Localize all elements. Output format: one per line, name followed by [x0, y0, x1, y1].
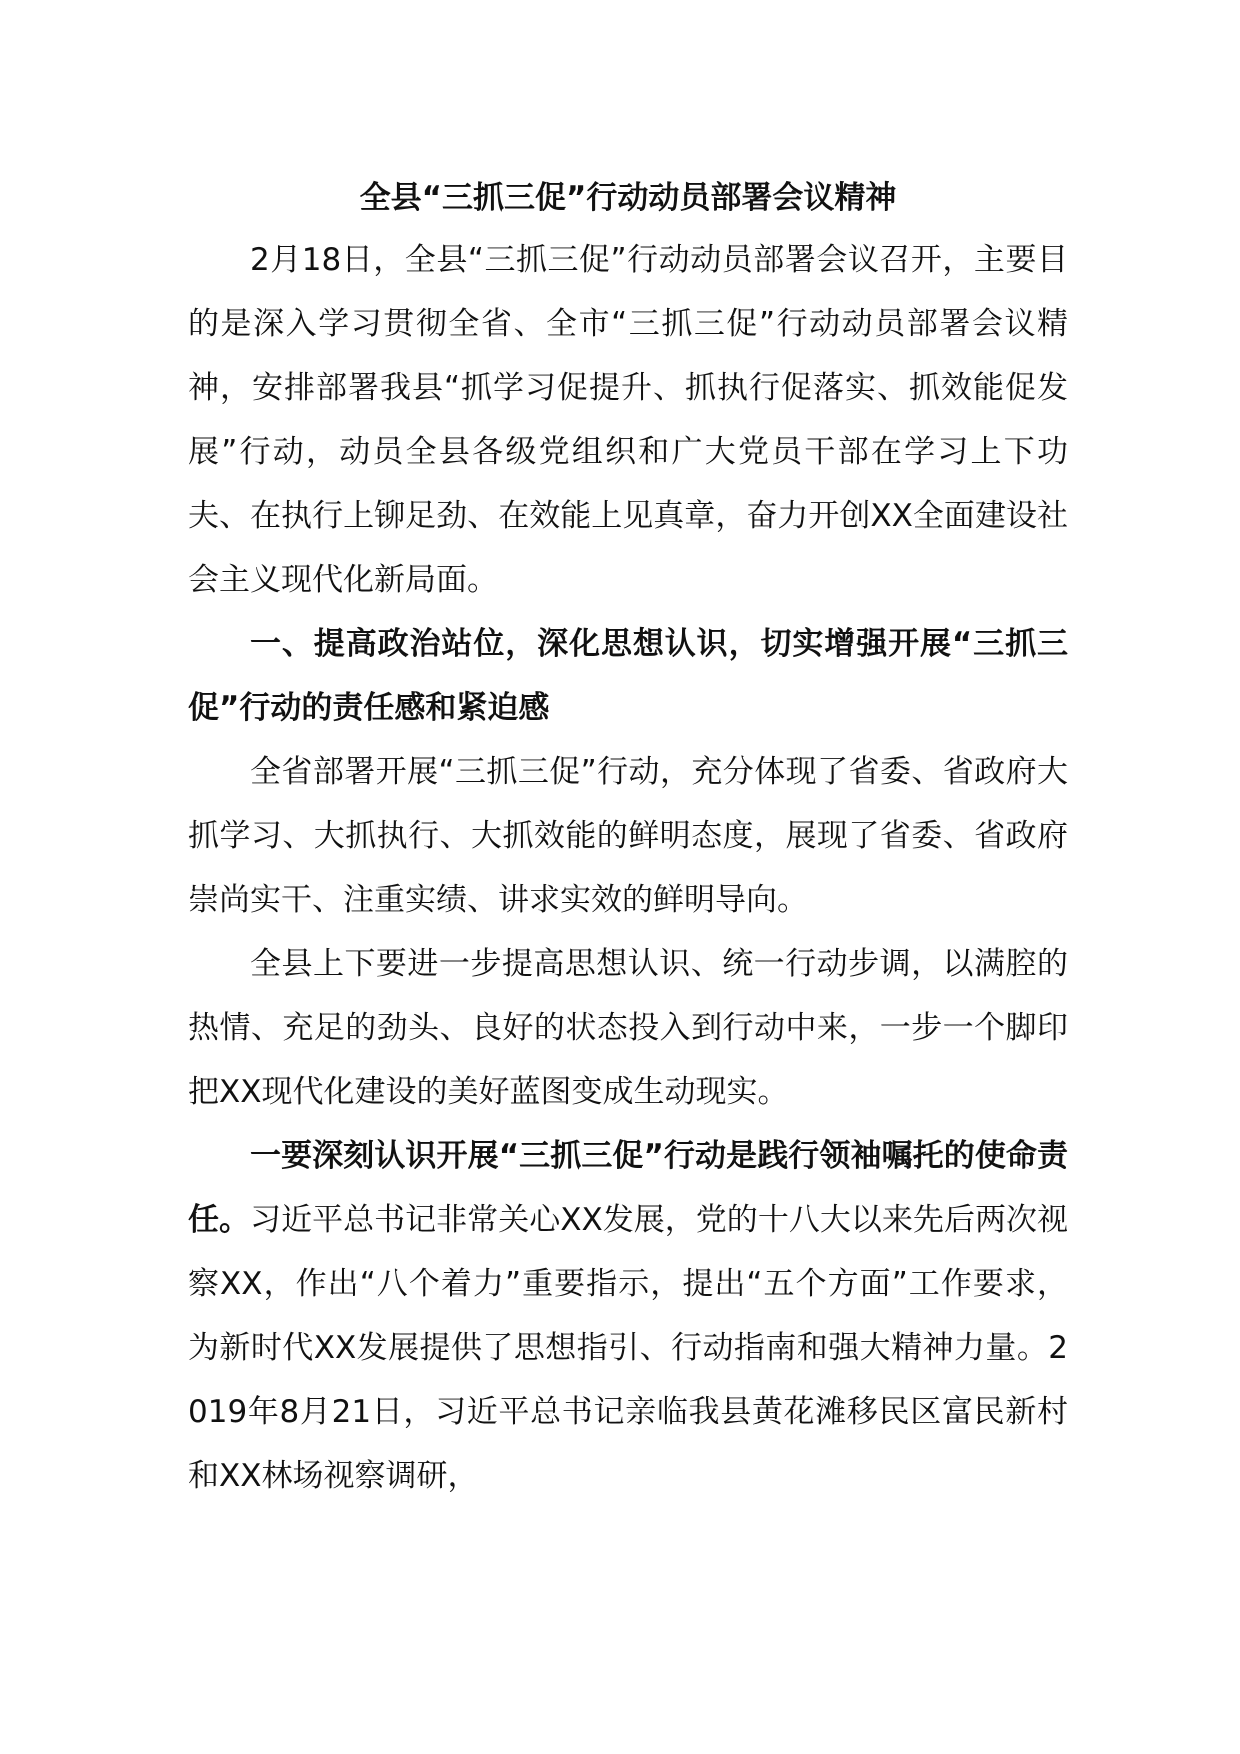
intro-paragraph: 2月18日，全县“三抓三促”行动动员部署会议召开，主要目的是深入学习贯彻全省、全市“三抓三促”行动动员部署会议精神，安排部署我县“抓学习促提升、抓执行促落实、抓效能促发展”行动，动员全县各级党组织和广大党员干部在学习上下功夫、在执行上铆足劲、在效能上见真章，奋力开创XX全面建设社会主义现代化新局面。	[188, 242, 1068, 598]
section-heading-1: 一、提高政治站位，深化思想认识，切实增强开展“三抓三促”行动的责任感和紧迫感	[188, 626, 1068, 726]
document-page	[188, 168, 1068, 1508]
body-paragraph-3	[188, 1124, 1068, 1508]
body-paragraph-1: 全省部署开展“三抓三促”行动，充分体现了省委、省政府大抓学习、大抓执行、大抓效能的鲜明态度，展现了省委、省政府崇尚实干、注重实绩、讲求实效的鲜明导向。	[188, 754, 1068, 918]
document-title: 全县“三抓三促”行动动员部署会议精神	[359, 180, 897, 216]
paragraph-body-text: 习近平总书记非常关心XX发展，党的十八大以来先后两次视察XX，作出“八个着力”重要指示，提出“五个方面”工作要求，为新时代XX发展提供了思想指引、行动指南和强大精神力量。2019年8月21日，习近平总书记亲临我县黄花滩移民区富民新村和XX林场视察调研，	[188, 1202, 1068, 1494]
body-paragraph-2: 全县上下要进一步提高思想认识、统一行动步调，以满腔的热情、充足的劲头、良好的状态投入到行动中来，一步一个脚印把XX现代化建设的美好蓝图变成生动现实。	[188, 946, 1068, 1110]
paragraph-lead-sentence: 一要深刻认识开展“三抓三促”行动是践行领袖嘱托的使命责任。	[188, 1138, 1068, 1238]
